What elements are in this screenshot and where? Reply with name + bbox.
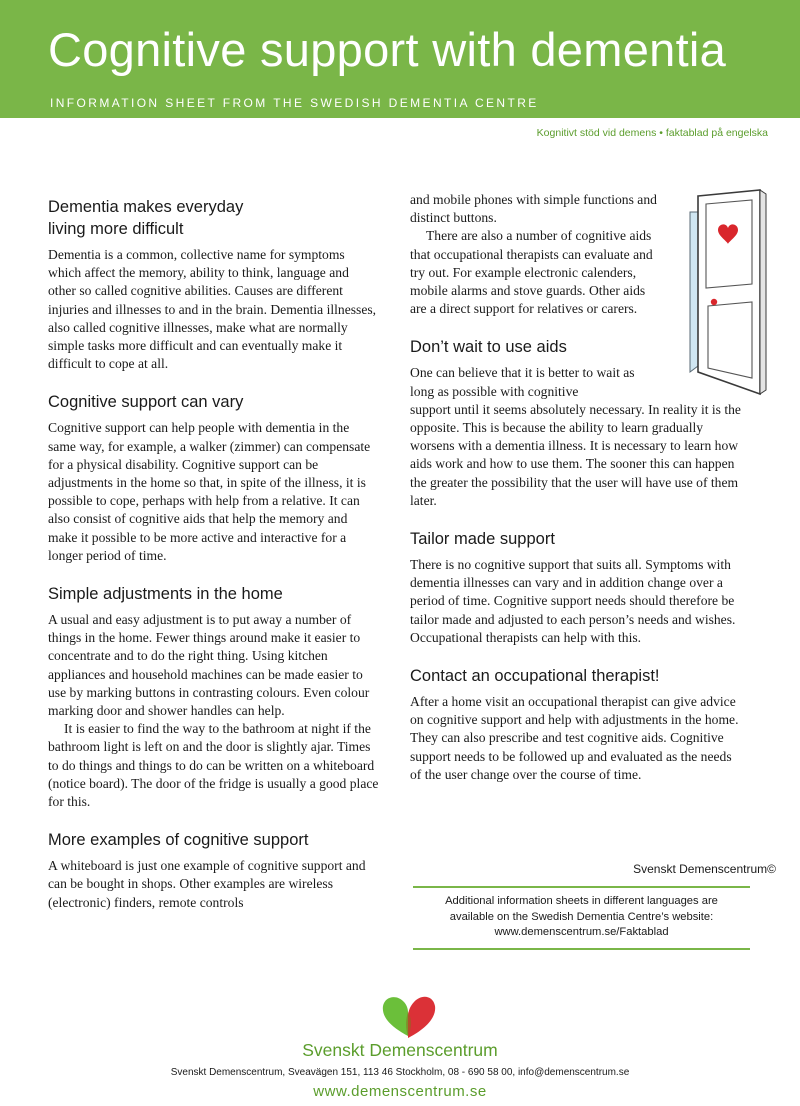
section-heading-wait: Don’t wait to use aids [410, 338, 567, 357]
section-body-tailor: There is no cognitive support that suits all. Symptoms with dementia illnesses can vary and in addition change over a period of time. Cognitive support needs should therefore be tailor made and adjusted to each person’s needs and wishes. Occupational therapists can help with this. [410, 557, 736, 645]
section-body-wait: support until it seems absolutely necessary. In reality it is the opposite. This is because the ability to learn gradually worsens with a dementia illness. It is necessary to learn how aids work and how to use them. The sooner this can happen the greater the possibility that the user will have use of them later. [410, 401, 741, 508]
section-heading-adjustments: Simple adjustments in the home [48, 585, 283, 604]
two-hearts-logo-icon [375, 990, 445, 1042]
section-body-dementia: Dementia is a common, collective name for symptoms which affect the memory, ability to think, language and other so called cognitive abilities. Causes are different injuries and illnesses to and in the brain. Dementia illnesses, also called cognitive illnesses, make what are normally simple tasks more difficult and can eventually make it difficult to cope at all. [48, 247, 377, 372]
info-link[interactable]: www.demenscentrum.se/Faktablad [494, 926, 669, 938]
swedish-tagline: Kognitivt stöd vid demens • faktablad på engelska [536, 127, 768, 139]
section-heading-tailor: Tailor made support [410, 530, 555, 549]
page-title: Cognitive support with dementia [48, 23, 727, 76]
section-heading-dementia [48, 196, 380, 240]
info-line: available on the Swedish Dementia Centre’s website: [449, 910, 714, 923]
door-with-heart-icon [676, 188, 788, 396]
section-heading-contact: Contact an occupational therapist! [410, 667, 660, 686]
left-column [48, 196, 380, 912]
section-body-adjustments-1: A usual and easy adjustment is to put away a number of things in the home. Fewer things around make it easier to concentrate and to do the right thing. Using kitchen appliances and household machines can be made easier to use by marking buttons in contrasting colours. Even colour marking door and shower handles can help. [48, 612, 370, 719]
section-heading-vary: Cognitive support can vary [48, 393, 244, 412]
info-box [413, 886, 750, 950]
section-body-wait-narrow: One can believe that it is better to wait as long as possible with cognitive [410, 365, 635, 399]
section-body-examples-right-2: There are also a number of cognitive aids that occupational therapists can evaluate and try out. For example electronic calenders, mobile alarms and stove guards. Other aids are a direct support for relatives or carers. [410, 228, 653, 317]
section-body-adjustments-2: It is easier to find the way to the bathroom at night if the bathroom light is left on and the door is slightly ajar. Times to do things and things to do can be written on a whiteboard (notice board). The door of the fridge is usually a good place for this. [48, 721, 379, 810]
heading-line: Dementia makes everyday [48, 198, 244, 216]
header-banner [0, 0, 800, 118]
section-body-vary: Cognitive support can help people with dementia in the same way, for example, a walker (zimmer) can compensate for a physical disability. Cognitive support can be adjustments in the home so that, in spite of the illness, it is possible to cope, perhaps with help from a relative. It can also consist of cognitive aids that help the memory and make it possible to be more active and interactive for a longer period of time. [48, 420, 371, 563]
page-subtitle: INFORMATION SHEET FROM THE SWEDISH DEMENTIA CENTRE [50, 96, 539, 110]
heading-line: living more difficult [48, 220, 184, 238]
info-line: Additional information sheets in different languages are [445, 895, 718, 907]
section-body-examples-left: A whiteboard is just one example of cognitive support and can be bought in shops. Other examples are wireless (electronic) finders, remote controls [48, 858, 366, 910]
section-heading-examples: More examples of cognitive support [48, 831, 309, 850]
contact-address: Svenskt Demenscentrum, Sveavägen 151, 113 46 Stockholm, 08 - 690 58 00, info@demenscentrum.se [170, 1067, 630, 1078]
section-body-contact: After a home visit an occupational therapist can give advice on cognitive support and help with adjustments in the home. They can also prescribe and test cognitive aids. Cognitive support needs to be followed up and evaluated as the needs of the user change over the course of time. [410, 694, 739, 782]
organisation-name: Svenskt Demenscentrum [302, 1040, 498, 1060]
section-body-examples-right-1: and mobile phones with simple functions and distinct buttons. [410, 192, 657, 226]
website-link[interactable]: www.demenscentrum.se [313, 1083, 487, 1100]
copyright-credit: Svenskt Demenscentrum© [633, 862, 776, 876]
